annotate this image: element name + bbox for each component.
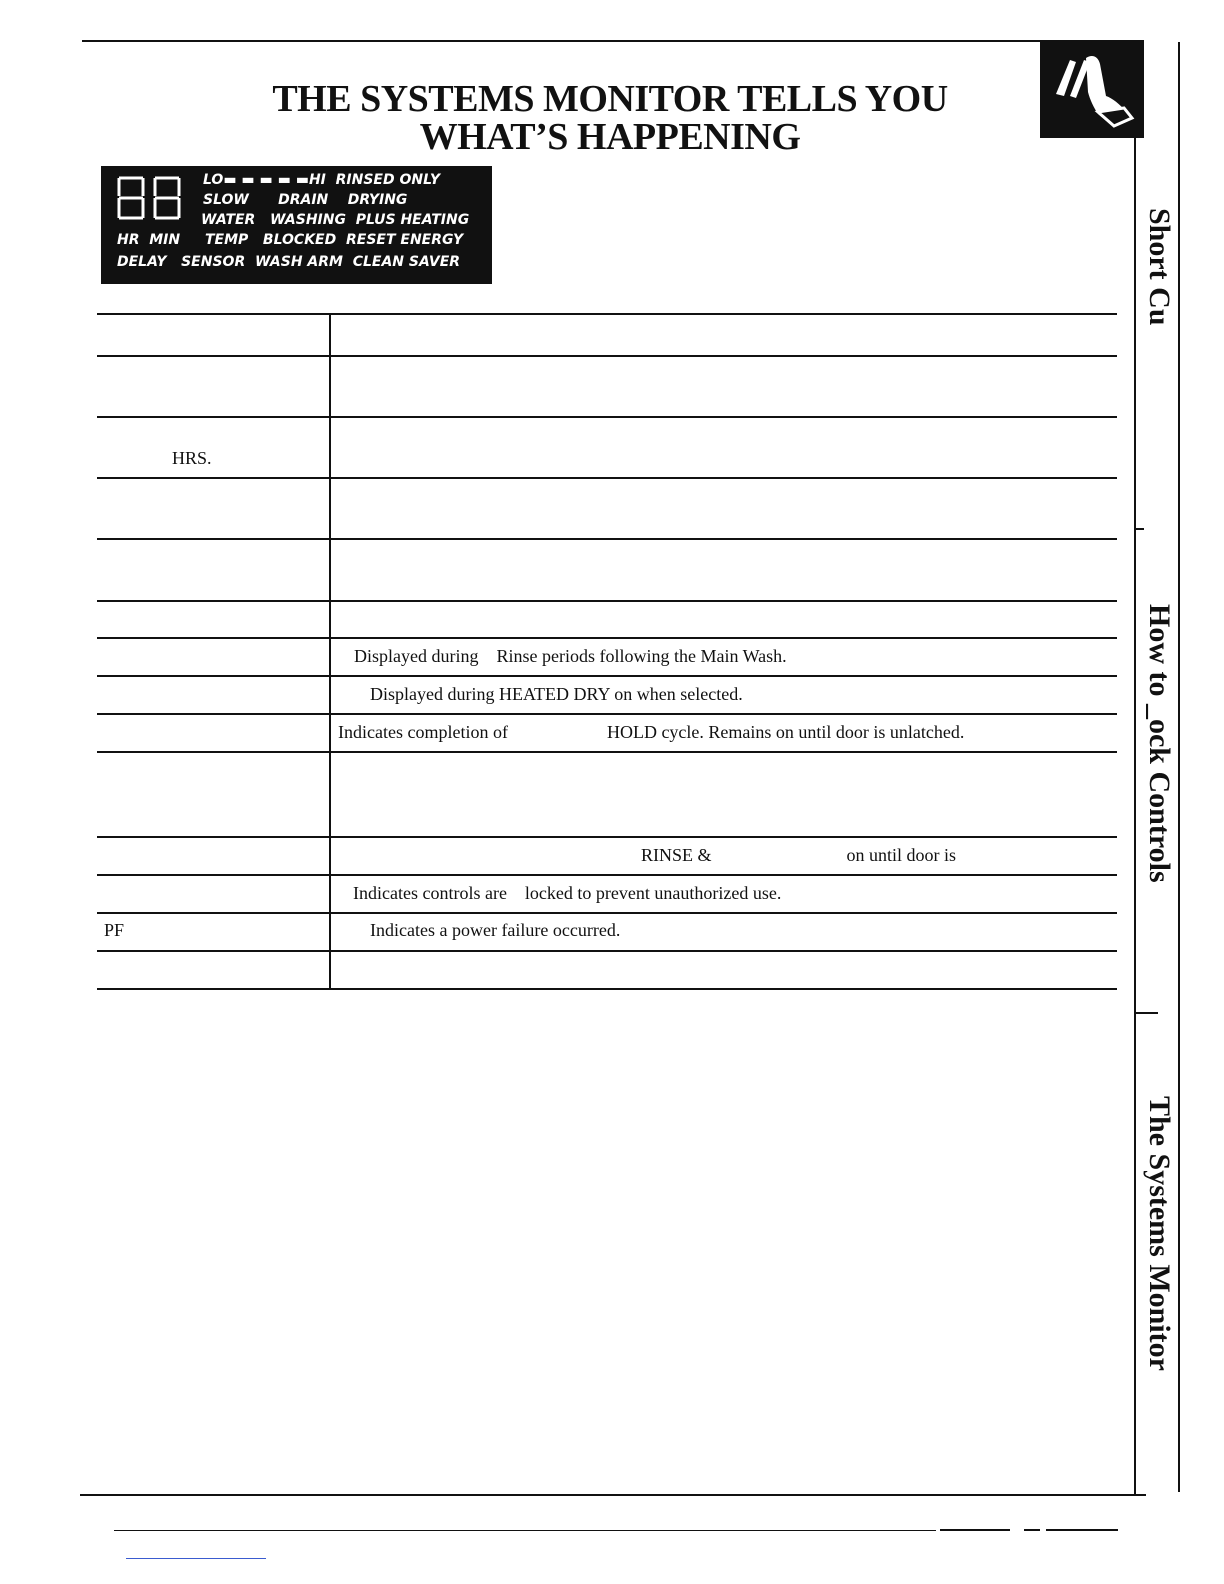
side-tab-systems-monitor[interactable]: The Systems Monitor [1143,1096,1176,1371]
monitor-row-5: DELAY SENSOR WASH ARM CLEAN SAVER [117,254,461,270]
table-rule [97,600,1117,602]
page-title-line-1: THE SYSTEMS MONITOR TELLS YOU [272,78,948,120]
table-cell-description: Indicates completion of HOLD cycle. Remains on until door is unlatched. [338,722,965,742]
table-cell-description: Displayed during HEATED DRY on when selected. [370,684,743,704]
table-rule [97,538,1117,540]
table-rule [97,477,1117,479]
table-rule [97,416,1117,418]
tab-separator [1136,1012,1158,1014]
top-rule [82,40,1144,42]
monitor-row-2: SLOW DRAIN DRYING [203,192,408,208]
tab-edge-line [1134,138,1136,1496]
monitor-row-3: WATER WASHING PLUS HEATING [201,212,470,228]
table-cell-label: PF [104,920,125,940]
monitor-row-4-left: HR MIN [117,232,181,248]
footer-dash [940,1529,1010,1531]
page-edge-line [1178,42,1180,1492]
footer-underline [126,1558,266,1559]
table-cell-description: Indicates a power failure occurred. [370,920,621,940]
digit-display [115,174,195,224]
bottom-rule [80,1494,1146,1496]
table-rule [97,675,1117,677]
table-column-divider [329,313,331,989]
table-rule [97,313,1117,315]
footer-dash [1024,1529,1040,1531]
monitor-row-1: LO▬ ▬ ▬ ▬ ▬HI RINSED ONLY [203,172,440,188]
hand-pressing-button-icon [1040,42,1144,138]
footer-rule [114,1530,936,1531]
systems-monitor-display [101,166,492,284]
monitor-row-4: TEMP BLOCKED RESET ENERGY [205,232,464,248]
table-rule [97,912,1117,914]
table-cell-description: RINSE & on until door is [641,845,957,865]
table-cell-label: HRS. [172,448,212,468]
page-title-line-2: WHAT’S HAPPENING [419,116,801,158]
table-rule [97,950,1117,952]
table-cell-description: Indicates controls are locked to prevent unauthorized use. [353,883,782,903]
table-rule [97,836,1117,838]
table-rule [97,874,1117,876]
table-cell-description: Displayed during Rinse periods following the Main Wash. [354,646,787,666]
footer-dash [1046,1529,1118,1531]
table-rule [97,355,1117,357]
side-tab-short-cuts[interactable]: Short Cu [1143,208,1176,326]
side-tab-how-to-lock-controls[interactable]: How to _ock Controls [1143,604,1176,883]
tab-separator [1136,528,1144,530]
table-rule [97,637,1117,639]
table-rule [97,713,1117,715]
table-rule [97,988,1117,990]
table-rule [97,751,1117,753]
